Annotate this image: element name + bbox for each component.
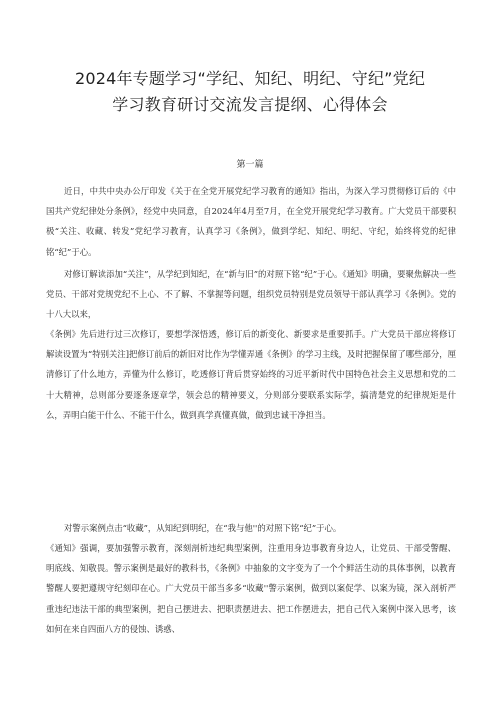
paragraph-2: 对修订解读添加“关注”，从学纪到知纪，在“新与旧”的对照下铭“纪”于心。《通知》明确，要聚焦解决一些党员、干部对党规党纪不上心、不了解、不掌握等问题，组织党员特别是党员领导干部认真学习《条例》。党的十八大以来， [46, 269, 456, 320]
paragraph-5: 《通知》强调，要加强警示教育，深刻剖析违纪典型案例，注重用身边事教育身边人，让党员、干部受警醒、明底线、知敬畏。警示案例是最好的教科书，《条例》中抽象的文字变为了一个个鲜活生动的具体事例，以教育警醒人要把遵规守纪刻印在心。广大党员干部当多多“收藏''警示案例，做到以案促学、以案为镜，深入剖析严重违纪违法干部的典型案例，把自己摆进去、把职责摆进去、把工作摆进去，把自己代入案例中深入思考，该如何在来自四面八方的侵蚀、诱惑、 [46, 543, 456, 634]
section-heading: 第一篇 [236, 160, 264, 170]
paragraph-4: 对警示案例点击“收藏”，从知纪到明纪，在“我与他''的对照下铭“纪”于心。 [64, 523, 342, 533]
paragraph-1: 近日，中共中央办公厅印发《关于在全党开展党纪学习教育的通知》指出，为深入学习贯彻修订后的《中国共产党纪律处分条例》，经党中央同意，自2024年4月至7月，在全党开展党纪学习教育。广大党员干部要积极“关注、收藏、转发”党纪学习教育，认真学习《条例》，做到学纪、知纪、明纪、守纪，始终将党的纪律铭“纪”于心。 [46, 186, 456, 257]
document-title-line-2: 学习教育研讨交流发言提纲、心得体会 [112, 95, 388, 114]
paragraph-3: 《条例》先后进行过三次修订，要想学深悟透，修订后的新变化、新要求是重要抓手。广大党员干部应将修订解读设置为“特别关注]把修订前后的新旧对比作为学懂弄通《条例》的学习主线，及时把握保留了哪些部分，厘清修订了什么地方，弄懂为什么修订，吃透修订背后贯穿始终的习近平新时代中国特色社会主义思想和党的二十大精神，总则部分要逐条逐章学，领会总的精神要义，分则部分要联系实际学，搞清楚党的纪律规矩是什么，弄明白能干什么、不能干什么，做到真学真懂真做，做到忠诚干净担当。 [46, 329, 456, 420]
document-title-line-1: 2024年专题学习“学纪、知纪、明纪、守纪”党纪 [74, 69, 426, 88]
